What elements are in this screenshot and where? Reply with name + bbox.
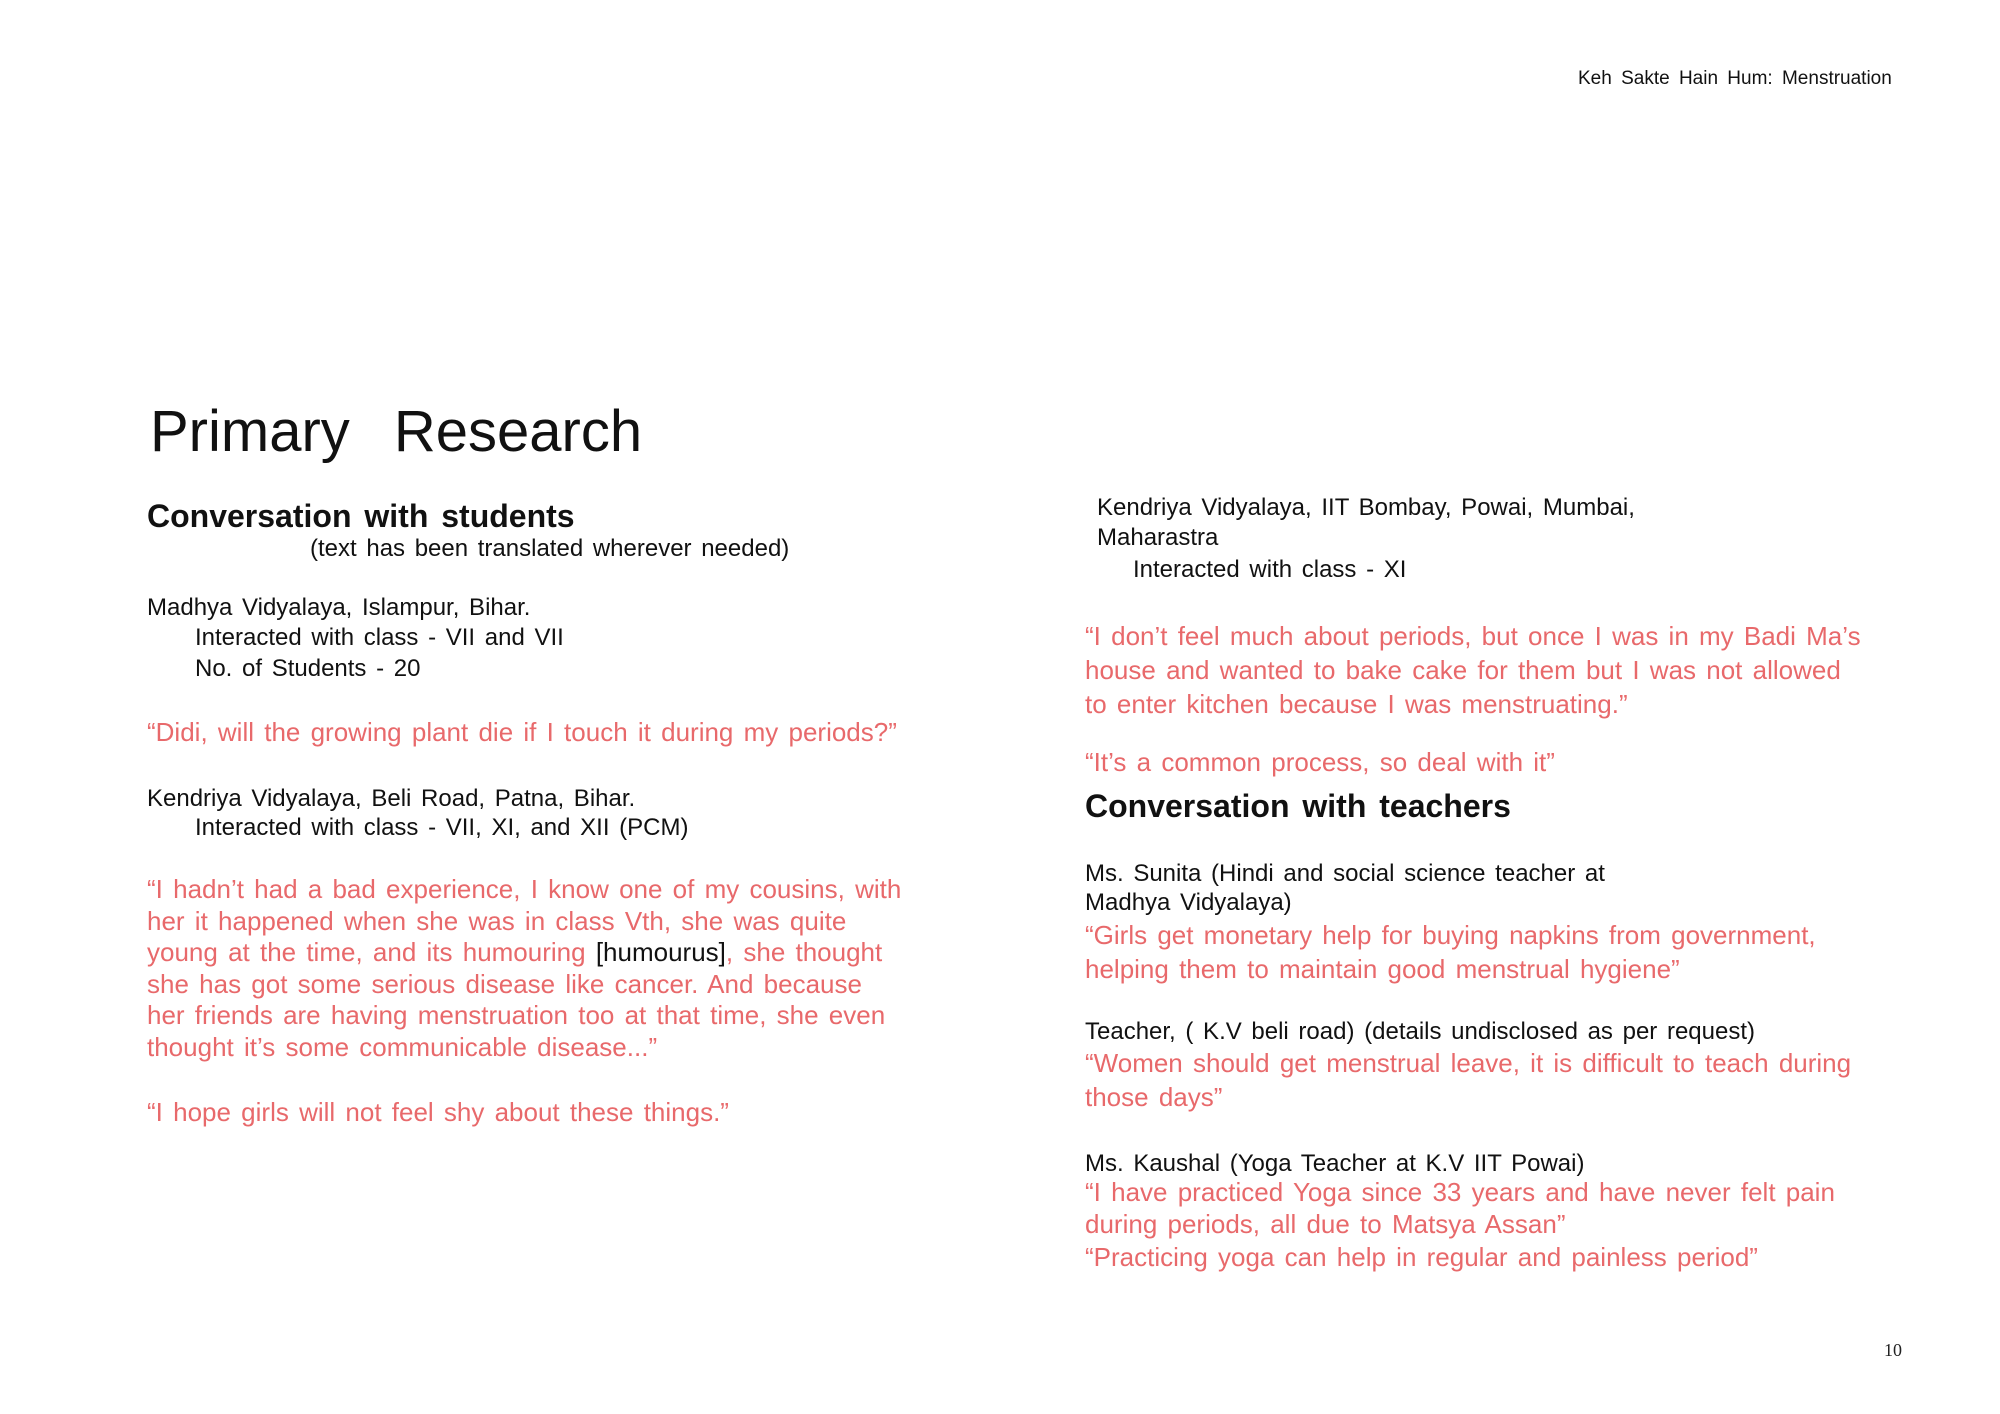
quote-line-part: , she thought — [725, 937, 883, 967]
quote-line: she has got some serious disease like cancer. And because — [147, 968, 862, 999]
quote-line — [147, 937, 901, 969]
quote-line: “I have practiced Yoga since 33 years and have never felt pain — [1085, 1177, 1835, 1207]
teacher2-name: Teacher, ( K.V beli road) (details undisclosed as per request) — [1085, 1018, 1755, 1045]
school3-quote — [1085, 619, 1861, 721]
school2-name: Kendriya Vidyalaya, Beli Road, Patna, Bihar. — [147, 785, 636, 812]
quote-line: “Women should get menstrual leave, it is difficult to teach during — [1085, 1048, 1852, 1078]
school3-quote2: “It’s a common process, so deal with it” — [1085, 747, 1555, 777]
school2-quote — [147, 874, 901, 1063]
quote-line-part: young at the time, and its humouring — [147, 937, 586, 967]
quote-line: those days” — [1085, 1082, 1223, 1112]
teachers-heading: Conversation with teachers — [1085, 788, 1511, 824]
quote-line: house and wanted to bake cake for them but I was not allowed — [1085, 655, 1841, 685]
teacher3-name: Ms. Kaushal (Yoga Teacher at K.V IIT Powai) — [1085, 1150, 1585, 1177]
school1-classes: Interacted with class - VII and VII — [195, 624, 564, 651]
quote-line: “I hadn’t had a bad experience, I know one of my cousins, with — [147, 874, 902, 904]
quote-line: “Practicing yoga can help in regular and painless period” — [1085, 1242, 1758, 1272]
translation-note: (text has been translated wherever needed) — [310, 535, 790, 562]
teacher1-name-line2: Madhya Vidyalaya) — [1085, 889, 1292, 916]
teacher1-name-line1: Ms. Sunita (Hindi and social science teacher at — [1085, 860, 1605, 887]
teacher3-quote — [1085, 1177, 1835, 1274]
school3-classes: Interacted with class - XI — [1133, 556, 1407, 583]
page-title: Primary Research — [150, 399, 643, 464]
students-heading: Conversation with students — [147, 498, 575, 534]
running-header: Keh Sakte Hain Hum: Menstruation — [1578, 68, 1892, 89]
quote-line: her friends are having menstruation too at that time, she even — [147, 1000, 886, 1030]
school3-name-line1: Kendriya Vidyalaya, IIT Bombay, Powai, Mumbai, — [1097, 494, 1635, 521]
school1-student-count: No. of Students - 20 — [195, 655, 421, 682]
school1-quote: “Didi, will the growing plant die if I touch it during my periods?” — [147, 717, 897, 747]
quote-line: to enter kitchen because I was menstruating.” — [1085, 689, 1628, 719]
quote-line: her it happened when she was in class Vth, she was quite — [147, 905, 847, 936]
school2-classes: Interacted with class - VII, XI, and XII (PCM) — [195, 814, 689, 841]
teacher2-quote — [1085, 1046, 1851, 1114]
quote-line: “Girls get monetary help for buying napkins from government, — [1085, 920, 1816, 950]
inline-correction-note: [humourus] — [595, 937, 726, 967]
teacher1-quote — [1085, 918, 1816, 986]
quote-line: during periods, all due to Matsya Assan” — [1085, 1208, 1566, 1239]
quote-line: “I don’t feel much about periods, but once I was in my Badi Ma’s — [1085, 621, 1861, 651]
school1-name: Madhya Vidyalaya, Islampur, Bihar. — [147, 594, 531, 621]
page-number: 10 — [1884, 1340, 1902, 1360]
school2-quote2: “I hope girls will not feel shy about these things.” — [147, 1097, 729, 1127]
quote-line: helping them to maintain good menstrual hygiene” — [1085, 954, 1680, 984]
quote-line: thought it’s some communicable disease...” — [147, 1031, 658, 1062]
school3-name-line2: Maharastra — [1097, 524, 1219, 551]
